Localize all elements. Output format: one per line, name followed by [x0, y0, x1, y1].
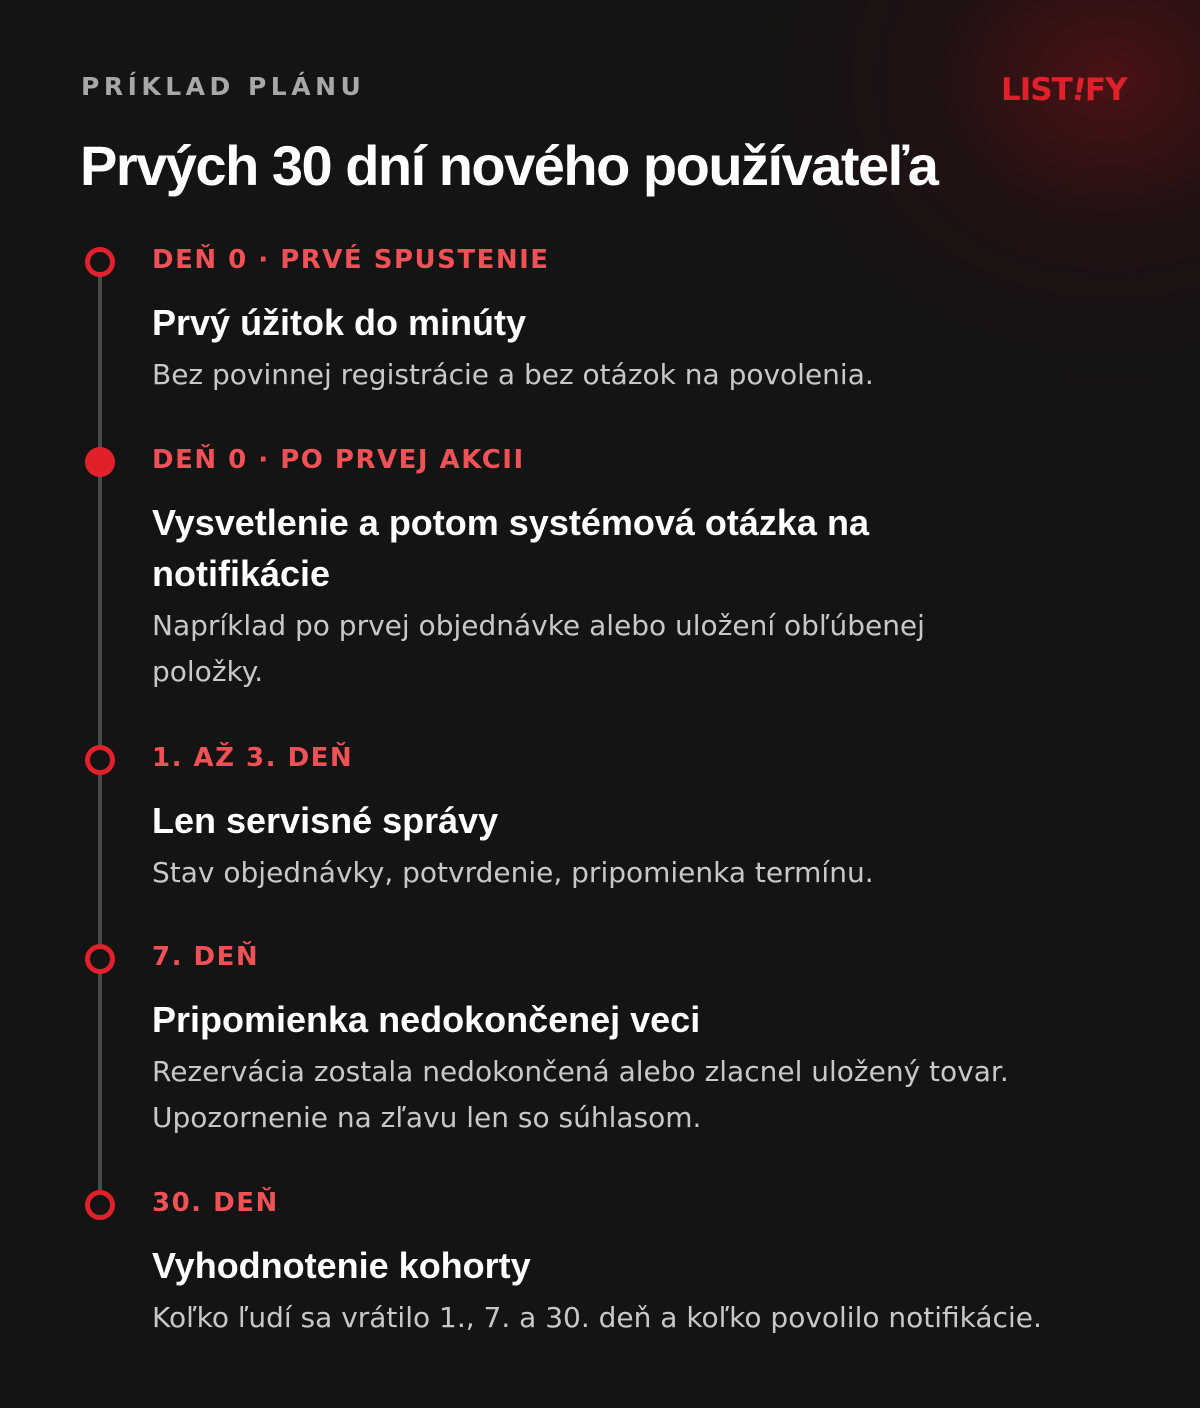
step-label: DEŇ 0 · PRVÉ SPUSTENIE: [152, 245, 550, 275]
logo-text-start: LIST: [1001, 72, 1072, 108]
step-heading: Len servisné správy: [152, 800, 499, 841]
timeline-marker-hollow: [85, 944, 115, 974]
step-label: DEŇ 0 · PO PRVEJ AKCII: [152, 445, 525, 475]
timeline-step-day0-launch: [152, 243, 1142, 398]
step-description: Stav objednávky, potvrdenie, pripomienka termínu.: [152, 856, 874, 889]
step-heading: Vysvetlenie a potom systémová otázka na notifikácie: [152, 502, 869, 594]
step-heading: Vyhodnotenie kohorty: [152, 1245, 531, 1286]
step-label: 1. AŽ 3. DEŇ: [152, 743, 354, 773]
step-heading: Pripomienka nedokončenej veci: [152, 999, 701, 1040]
timeline-line: [98, 262, 102, 1207]
step-description: Bez povinnej registrácie a bez otázok na povolenia.: [152, 358, 874, 391]
step-label: 30. DEŇ: [152, 1188, 279, 1218]
step-heading: Prvý úžitok do minúty: [152, 302, 527, 343]
timeline-marker-filled: [85, 447, 115, 477]
logo-text-end: FY: [1084, 72, 1127, 108]
listify-logo: [1001, 70, 1131, 110]
timeline-marker-hollow: [85, 1190, 115, 1220]
page-title: Prvých 30 dní nového používateľa: [80, 134, 938, 197]
step-description: Napríklad po prvej objednávke alebo uložení obľúbenej položky.: [152, 609, 925, 688]
timeline-step-day0-first-action: [152, 443, 1142, 695]
timeline-marker-hollow: [85, 247, 115, 277]
timeline-step-day1-3: [152, 741, 1142, 896]
step-description: Koľko ľudí sa vrátilo 1., 7. a 30. deň a koľko povolilo notifikácie.: [152, 1301, 1042, 1334]
step-label: 7. DEŇ: [152, 942, 260, 972]
timeline-step-day30: [152, 1186, 1142, 1341]
step-description: Rezervácia zostala nedokončená alebo zlacnel uložený tovar. Upozornenie na zľavu len so súhlasom.: [152, 1055, 1009, 1134]
eyebrow-label: PRÍKLAD PLÁNU: [81, 72, 366, 101]
timeline-marker-hollow: [85, 745, 115, 775]
logo-exclamation: !: [1068, 71, 1088, 109]
timeline-step-day7: [152, 940, 1142, 1141]
